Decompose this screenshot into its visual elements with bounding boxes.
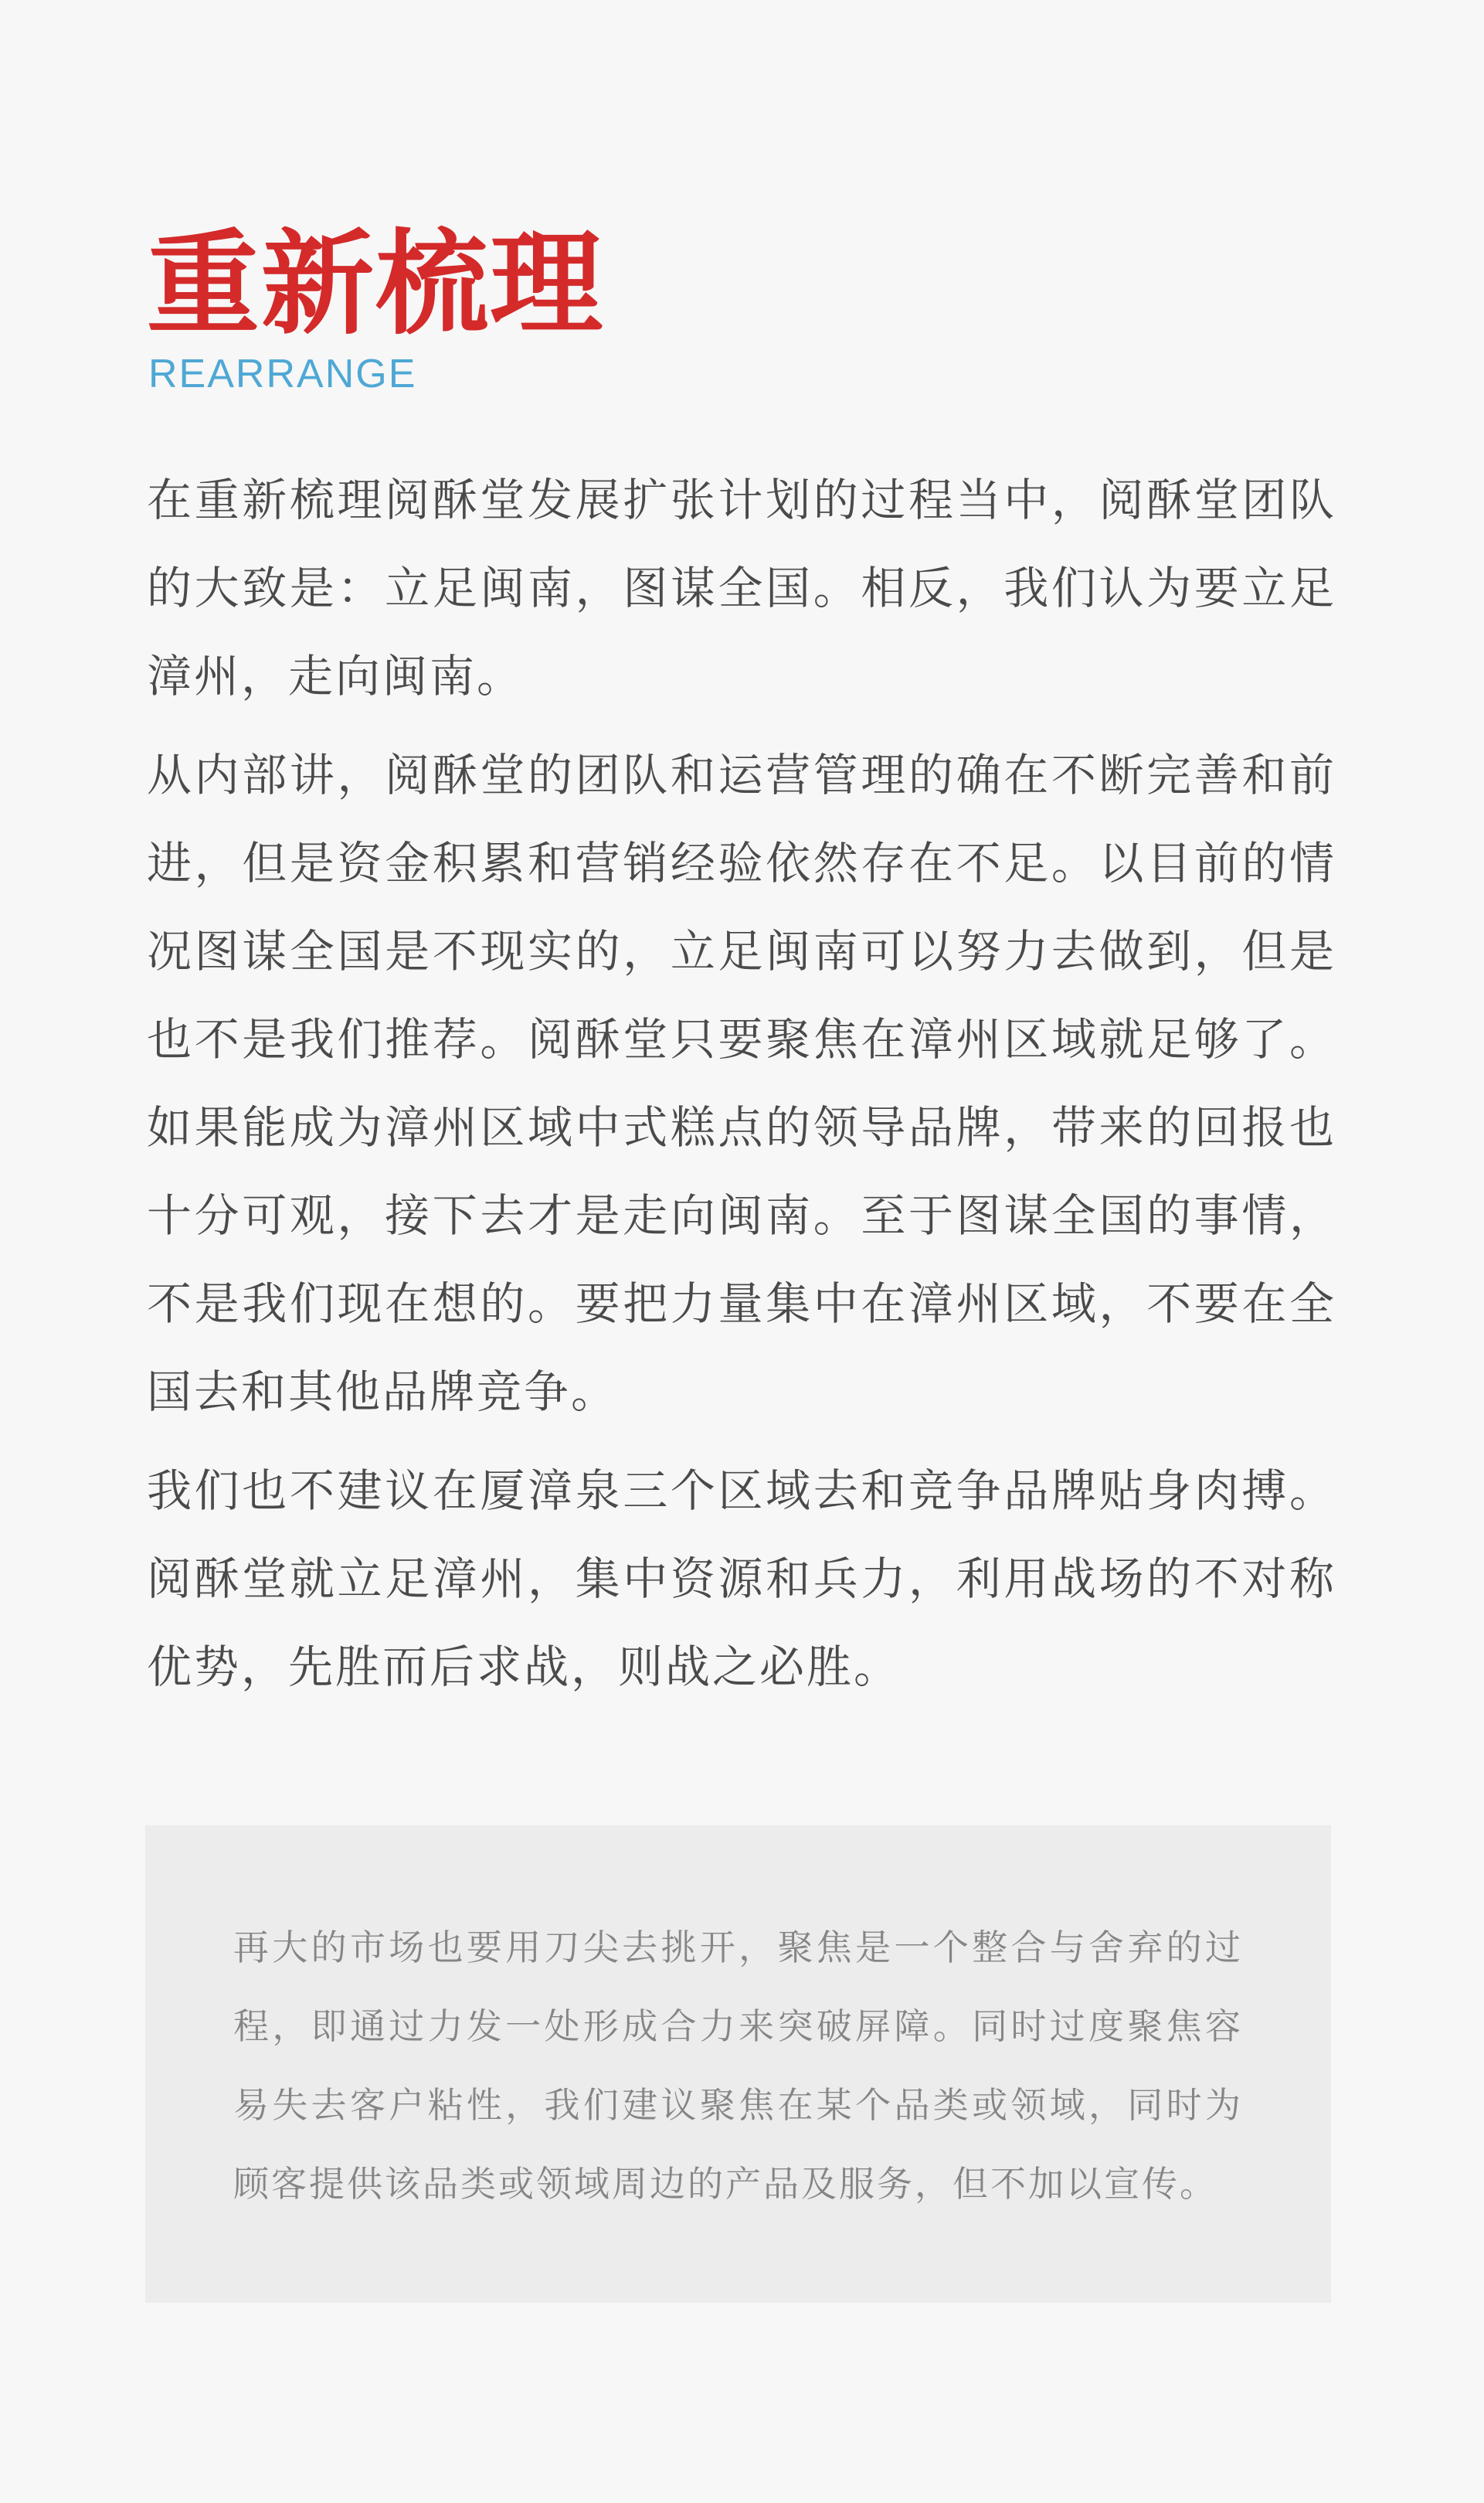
paragraph-3: 我们也不建议在厦漳泉三个区域去和竞争品牌贴身肉搏。阅酥堂就立足漳州，集中资源和兵力，利用战场的不对称优势，先胜而后求战，则战之必胜。 xyxy=(147,1464,1336,1693)
quote-box xyxy=(145,1825,1331,2303)
paragraph-2: 从内部讲，阅酥堂的团队和运营管理的确在不断完善和前进，但是资金积累和营销经验依然存在不足。以目前的情况图谋全国是不现实的，立足闽南可以努力去做到，但是也不是我们推荐。阅酥堂只要聚焦在漳州区域就足够了。如果能成为漳州区域中式糕点的领导品牌，带来的回报也十分可观，接下去才是走向闽南。至于图谋全国的事情，不是我们现在想的。要把力量集中在漳州区域，不要在全国去和其他品牌竞争。 xyxy=(147,749,1336,1418)
body-text xyxy=(147,456,1336,1722)
paragraph-1: 在重新梳理阅酥堂发展扩张计划的过程当中，阅酥堂团队的大致是：立足闽南，图谋全国。相反，我们认为要立足漳州，走向闽南。 xyxy=(147,474,1336,702)
quote-text: 再大的市场也要用刀尖去挑开，聚焦是一个整合与舍弃的过程，即通过力发一处形成合力来突破屏障。同时过度聚焦容易失去客户粘性，我们建议聚焦在某个品类或领域，同时为顾客提供该品类或领域周边的产品及服务，但不加以宣传。 xyxy=(233,1927,1243,2205)
section-title: 重新梳理 xyxy=(147,219,604,350)
section-subtitle: REARRANGE xyxy=(148,352,417,396)
